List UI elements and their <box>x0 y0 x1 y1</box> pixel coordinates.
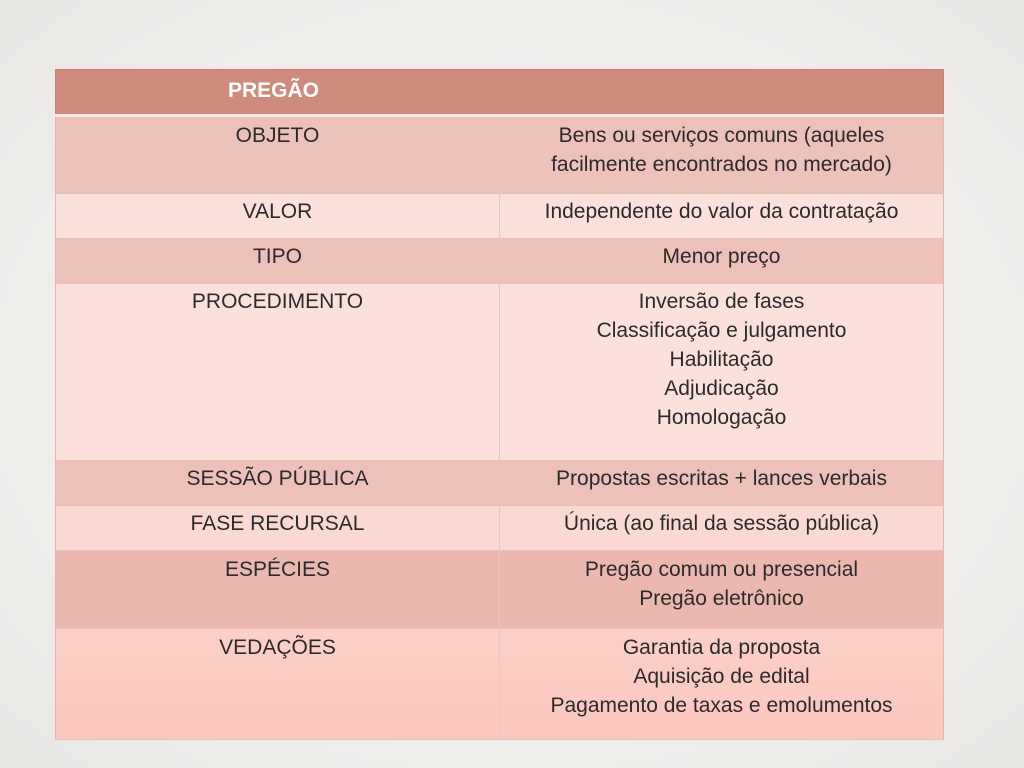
row-value: Inversão de fases Classificação e julgamento Habilitação Adjudicação Homologação <box>596 290 847 429</box>
table-row <box>55 117 944 194</box>
row-value: Pregão comum ou presencial Pregão eletrônico <box>584 558 859 610</box>
table-row <box>55 506 944 551</box>
row-value: Garantia da proposta Aquisição de edital Pagamento de taxas e emolumentos <box>550 636 893 717</box>
row-value: Bens ou serviços comuns (aqueles facilmente encontrados no mercado) <box>551 124 892 176</box>
table-row <box>55 629 944 740</box>
row-label: ESPÉCIES <box>56 551 500 628</box>
row-label: OBJETO <box>56 117 500 193</box>
row-label: TIPO <box>56 239 500 283</box>
table-row <box>55 194 944 239</box>
row-value: Propostas escritas + lances verbais <box>556 467 887 490</box>
row-value: Menor preço <box>662 245 781 268</box>
row-value: Única (ao final da sessão pública) <box>563 512 880 535</box>
table-title: PREGÃO <box>228 79 320 102</box>
table-row <box>55 551 944 629</box>
table-row <box>55 239 944 284</box>
row-value: Independente do valor da contratação <box>544 200 899 223</box>
row-label: VEDAÇÕES <box>56 629 500 739</box>
table-row <box>55 461 944 506</box>
row-label: SESSÃO PÚBLICA <box>56 461 500 505</box>
comparison-table <box>55 69 944 740</box>
table-header <box>55 69 944 116</box>
row-label: VALOR <box>56 194 500 238</box>
table-row <box>55 284 944 461</box>
row-label: PROCEDIMENTO <box>56 284 500 460</box>
row-label: FASE RECURSAL <box>56 506 500 550</box>
